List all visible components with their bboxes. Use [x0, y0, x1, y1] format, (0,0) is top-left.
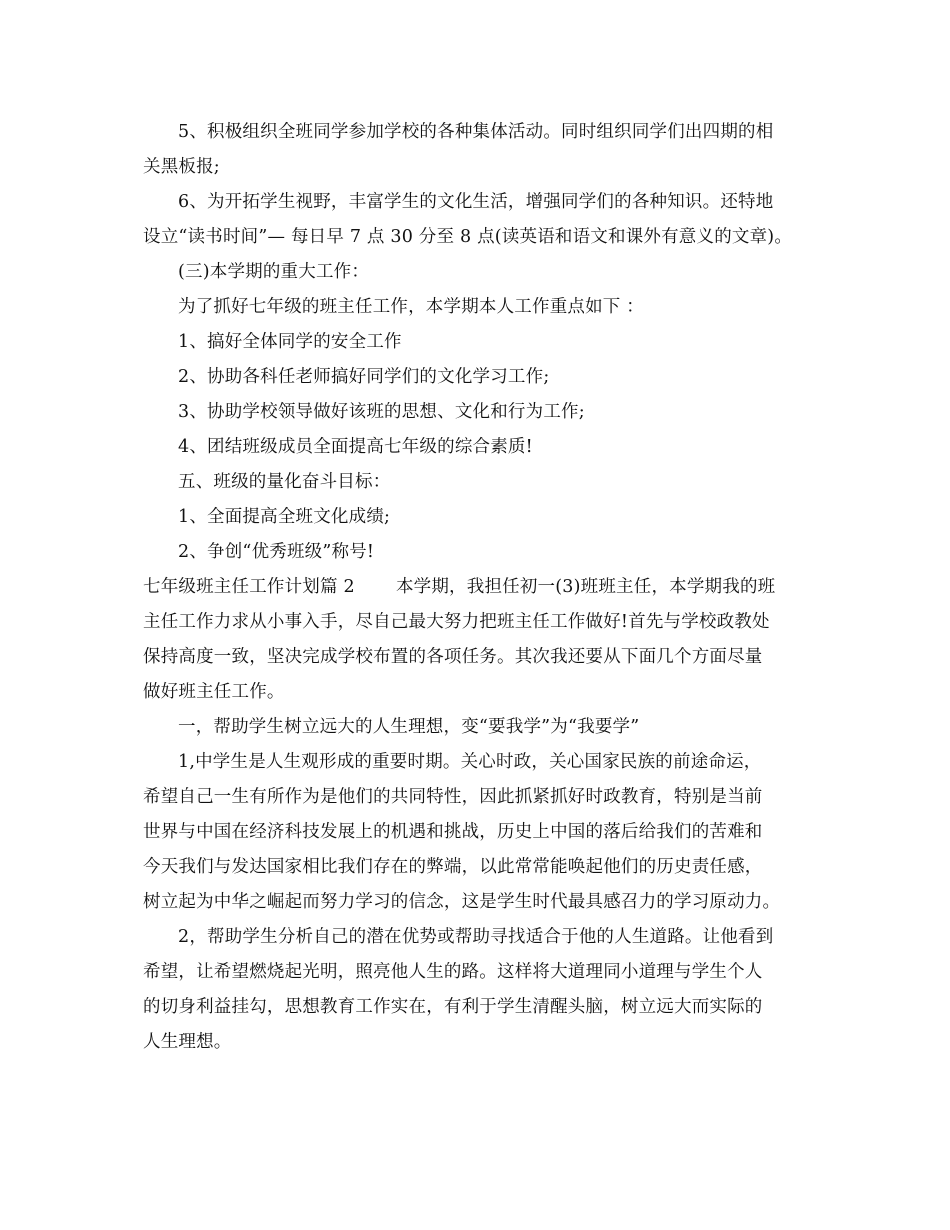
paragraph-line: 树立起为中华之崛起而努力学习的信念，这是学生时代最具感召力的学习原动力。 — [143, 892, 781, 912]
list-item: 1、搞好全体同学的安全工作 — [178, 332, 402, 352]
list-item: 2、协助各科任老师搞好同学们的文化学习工作; — [178, 367, 550, 387]
paragraph-line: 的切身利益挂勾，思想教育工作实在，有利于学生清醒头脑，树立远大而实际的 — [143, 997, 763, 1017]
paragraph-line: 设立“读书时间”— 每日早 7 点 30 分至 8 点(读英语和语文和课外有意义的文章)。 — [143, 227, 793, 247]
section-heading: (三)本学期的重大工作： — [178, 262, 370, 282]
section-heading: 一，帮助学生树立远大的人生理想，变“要我学”为“我要学” — [178, 717, 640, 737]
list-item: 1、全面提高全班文化成绩; — [178, 507, 391, 527]
list-item: 2、争创“优秀班级”称号! — [178, 542, 375, 562]
paragraph-line: 2，帮助学生分析自己的潜在优势或帮助寻找适合于他的人生道路。让他看到 — [178, 927, 774, 947]
paragraph-line: 今天我们与发达国家相比我们存在的弊端，以此常常能唤起他们的历史责任感， — [143, 857, 763, 877]
article-title-line: 七年级班主任工作计划篇 2 本学期，我担任初一(3)班班主任，本学期我的班 — [143, 577, 776, 597]
list-item: 4、团结班级成员全面提高七年级的综合素质! — [178, 437, 533, 457]
paragraph-line: 关黑板报; — [143, 157, 220, 177]
paragraph-line: 世界与中国在经济科技发展上的机遇和挑战，历史上中国的落后给我们的苦难和 — [143, 822, 763, 842]
paragraph-line: 1,中学生是人生观形成的重要时期。关心时政，关心国家民族的前途命运， — [178, 752, 762, 772]
section-heading: 五、班级的量化奋斗目标： — [178, 472, 391, 492]
paragraph-line: 希望自己一生有所作为是他们的共同特性，因此抓紧抓好时政教育，特别是当前 — [143, 787, 763, 807]
paragraph-line: 5、积极组织全班同学参加学校的各种集体活动。同时组织同学们出四期的相 — [178, 122, 774, 142]
paragraph-line: 做好班主任工作。 — [143, 682, 285, 702]
paragraph-line: 希望，让希望燃烧起光明，照亮他人生的路。这样将大道理同小道理与学生个人 — [143, 962, 763, 982]
list-item: 3、协助学校领导做好该班的思想、文化和行为工作; — [178, 402, 585, 422]
paragraph-line: 主任工作力求从小事入手，尽自己最大努力把班主任工作做好!首先与学校政教处 — [143, 612, 770, 632]
paragraph-line: 人生理想。 — [143, 1032, 232, 1052]
paragraph-line: 6、为开拓学生视野，丰富学生的文化生活，增强同学们的各种知识。还特地 — [178, 192, 774, 212]
paragraph-line: 保持高度一致，坚决完成学校布置的各项任务。其次我还要从下面几个方面尽量 — [143, 647, 763, 667]
paragraph-line: 为了抓好七年级的班主任工作，本学期本人工作重点如下 ： — [178, 297, 644, 317]
